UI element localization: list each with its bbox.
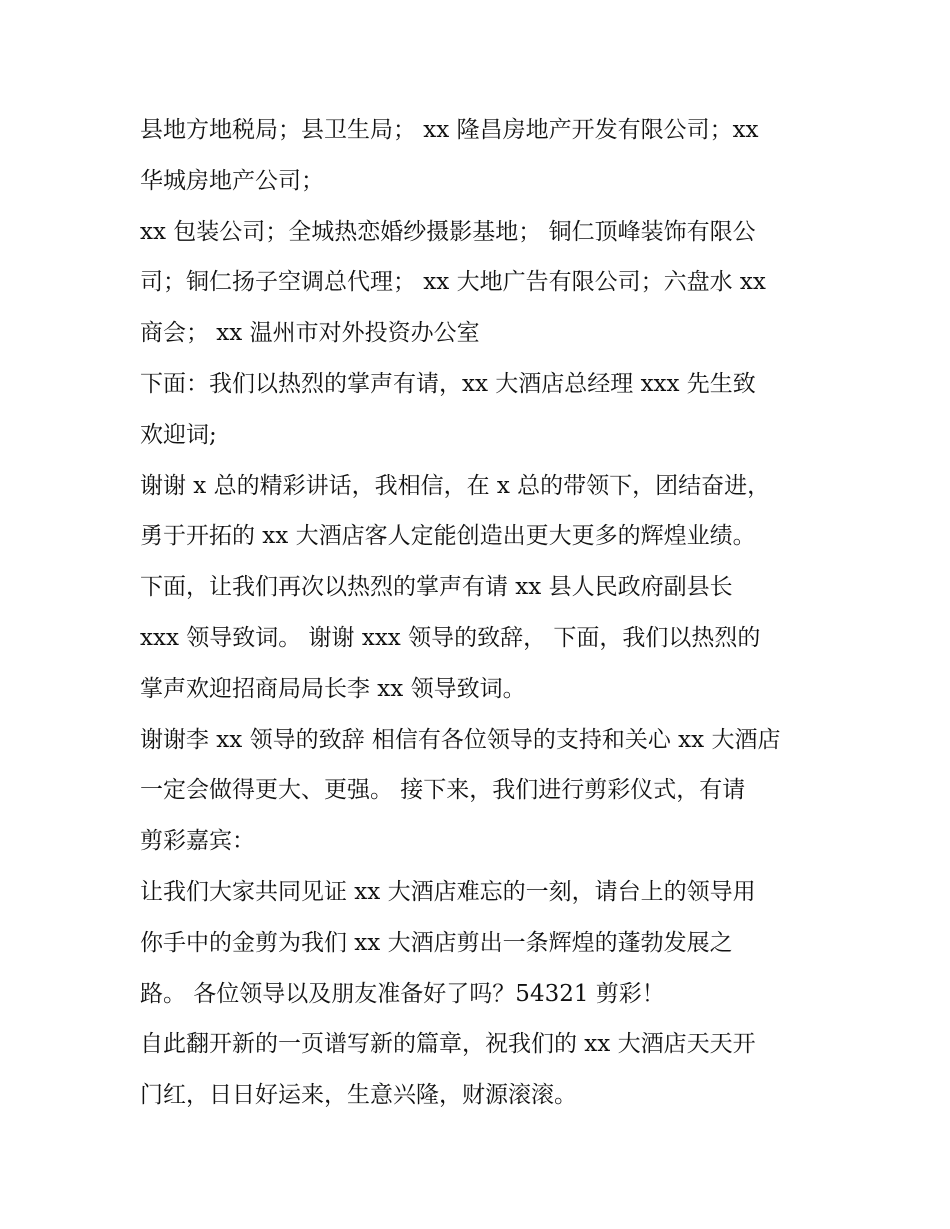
text-line: 勇于开拓的 xx 大酒店客人定能创造出更大更多的辉煌业绩。 — [140, 523, 756, 550]
text-line: 剪彩嘉宾： — [140, 828, 255, 855]
text-line: 华城房地产公司； — [140, 167, 324, 194]
text-line: 自此翻开新的一页谱写新的篇章，祝我们的 xx 大酒店天天开 — [140, 1031, 756, 1058]
text-line: 谢谢李 xx 领导的致辞 相信有各位领导的支持和关心 xx 大酒店 — [140, 726, 781, 753]
text-line: 下面：我们以热烈的掌声有请，xx 大酒店总经理 xxx 先生致 — [140, 370, 756, 397]
text-line: 门红，日日好运来，生意兴隆，财源滚滚。 — [140, 1082, 577, 1109]
document-body — [140, 105, 830, 1121]
text-line: 欢迎词; — [140, 421, 217, 448]
text-line: 司；铜仁扬子空调总代理； xx 大地广告有限公司；六盘水 xx — [140, 269, 766, 296]
text-line: 县地方地税局；县卫生局； xx 隆昌房地产开发有限公司；xx — [140, 117, 759, 143]
text-line: 你手中的金剪为我们 xx 大酒店剪出一条辉煌的蓬勃发展之 — [140, 929, 733, 956]
text-line: 商会； xx 温州市对外投资办公室 — [140, 320, 480, 347]
text-line: 一定会做得更大、更强。 接下来，我们进行剪彩仪式，有请 — [140, 777, 746, 804]
text-line: 下面，让我们再次以热烈的掌声有请 xx 县人民政府副县长 — [140, 574, 733, 601]
text-line: 掌声欢迎招商局局长李 xx 领导致词。 — [140, 675, 526, 702]
text-line: xxx 领导致词。 谢谢 xxx 领导的致辞， 下面，我们以热烈的 — [140, 624, 761, 651]
text-line: 路。 各位领导以及朋友准备好了吗？54321 剪彩！ — [140, 980, 665, 1007]
text-line: 让我们大家共同见证 xx 大酒店难忘的一刻，请台上的领导用 — [140, 878, 756, 905]
text-line: 谢谢 x 总的精彩讲话，我相信，在 x 总的带领下，团结奋进， — [140, 472, 771, 499]
text-line: xx 包装公司；全城热恋婚纱摄影基地； 铜仁顶峰装饰有限公 — [140, 218, 756, 245]
